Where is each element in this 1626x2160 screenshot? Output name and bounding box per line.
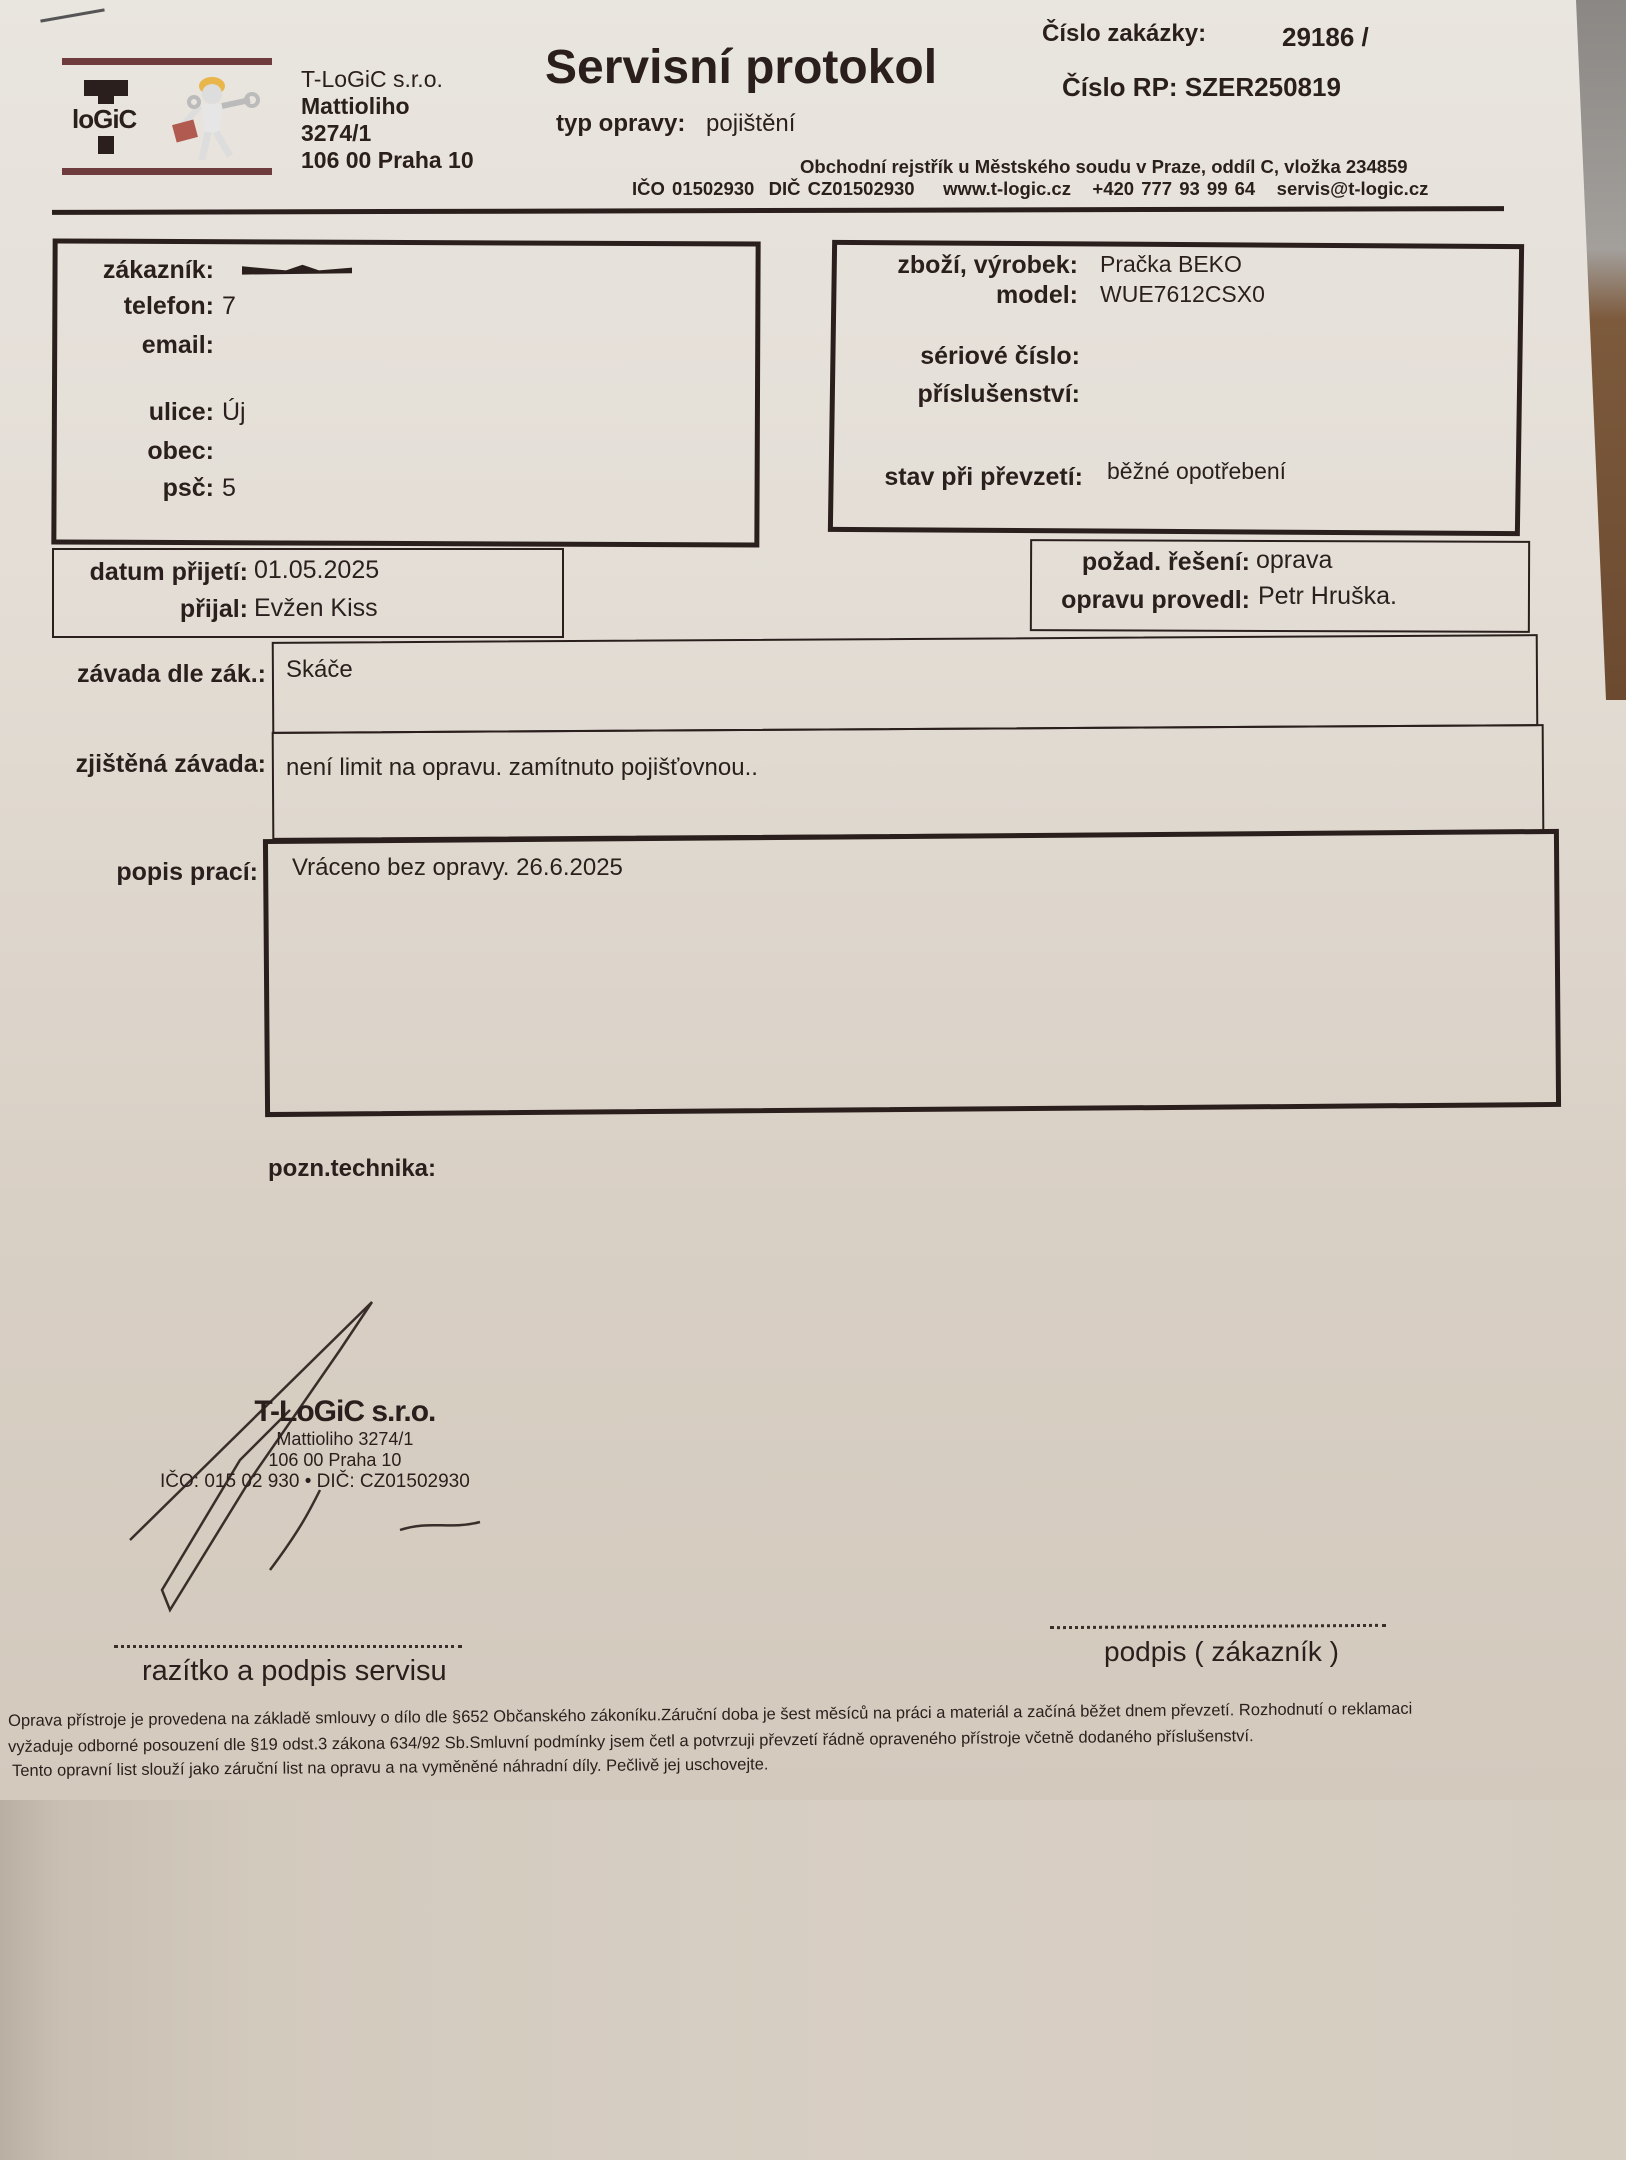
repair-type: typ opravy: pojištění (556, 110, 796, 137)
website-link[interactable]: www.t-logic.cz (943, 178, 1071, 199)
performed-by: Petr Hruška. (1258, 582, 1397, 610)
order-number-label: Číslo zakázky: (1042, 20, 1207, 47)
legal-text-line-1: Oprava přístroje je provedena na základě smlouvy o dílo dle §652 Občanského zákoníku.Záruční doba je šest měsíců na práci a materiál a začíná běžet dnem převzetí. Rozhodnutí o reklamaci (8, 1699, 1413, 1730)
logo-text: loGiC (72, 104, 137, 134)
product-condition: běžné opotřebení (1107, 458, 1287, 484)
intake-date: 01.05.2025 (254, 556, 380, 584)
registry-line: Obchodní rejstřík u Městského soudu v Praze, oddíl C, vložka 234859 (800, 156, 1408, 177)
product-goods: Pračka BEKO (1100, 251, 1242, 277)
service-signature-line (114, 1645, 462, 1648)
dic: DIČ CZ01502930 (768, 178, 915, 199)
customer-defect-value: Skáče (286, 656, 353, 683)
customer-signature-label: podpis ( zákazník ) (1104, 1636, 1339, 1667)
product-model: WUE7612CSX0 (1100, 281, 1265, 307)
company-contacts (632, 178, 1428, 200)
found-defect-value: není limit na opravu. zamítnuto pojišťovnou.. (286, 754, 758, 781)
work-description-value: Vráceno bez opravy. 26.6.2025 (292, 854, 623, 881)
ico: IČO 01502930 (632, 178, 755, 199)
legal-text-line-3: Tento opravní list slouží jako záruční list na opravu a na vyměněné náhradní díly. Pečlivě jej uschovejte. (12, 1755, 769, 1780)
company-name: T-LoGiC s.r.o. (301, 66, 443, 92)
email-link[interactable]: servis@t-logic.cz (1276, 178, 1429, 199)
tech-note-label: pozn.technika: (268, 1155, 437, 1182)
legal-text-line-2: vyžaduje odborné posouzení dle §19 odst.3 zákona 634/92 Sb.Smluvní podmínky jsem četl a potvrzuji převzetí řádně opraveného přístroje včetně dodaného příslušenství. (8, 1727, 1254, 1756)
company-stamp: T-LoGiC s.r.o. Mattioliho 3274/1 106 00 Praha 10 IČO: 015 02 930 • DIČ: CZ01502930 (160, 1395, 470, 1492)
received-by: Evžen Kiss (254, 594, 378, 622)
logo-t-shape-icon (84, 80, 128, 96)
requested-solution: oprava (1256, 546, 1333, 574)
rp-number: Číslo RP: SZER250819 (1062, 72, 1341, 102)
order-number-value: 29186 / (1282, 22, 1369, 52)
company-logo (62, 58, 272, 178)
phone-number: +420 777 93 99 64 (1092, 178, 1256, 199)
customer-defect-field (272, 634, 1539, 734)
customer-street: Új (222, 398, 246, 426)
found-defect-field (272, 724, 1545, 840)
customer-zip: 5 (222, 474, 236, 502)
page-title: Servisní protokol (545, 41, 938, 94)
company-address: T-LoGiC s.r.o. Mattioliho 3274/1 106 00 Praha 10 (301, 66, 474, 173)
customer-phone: 7 (222, 292, 236, 320)
mechanic-mascot-icon (170, 72, 260, 168)
service-signature-label: razítko a podpis servisu (142, 1655, 447, 1687)
